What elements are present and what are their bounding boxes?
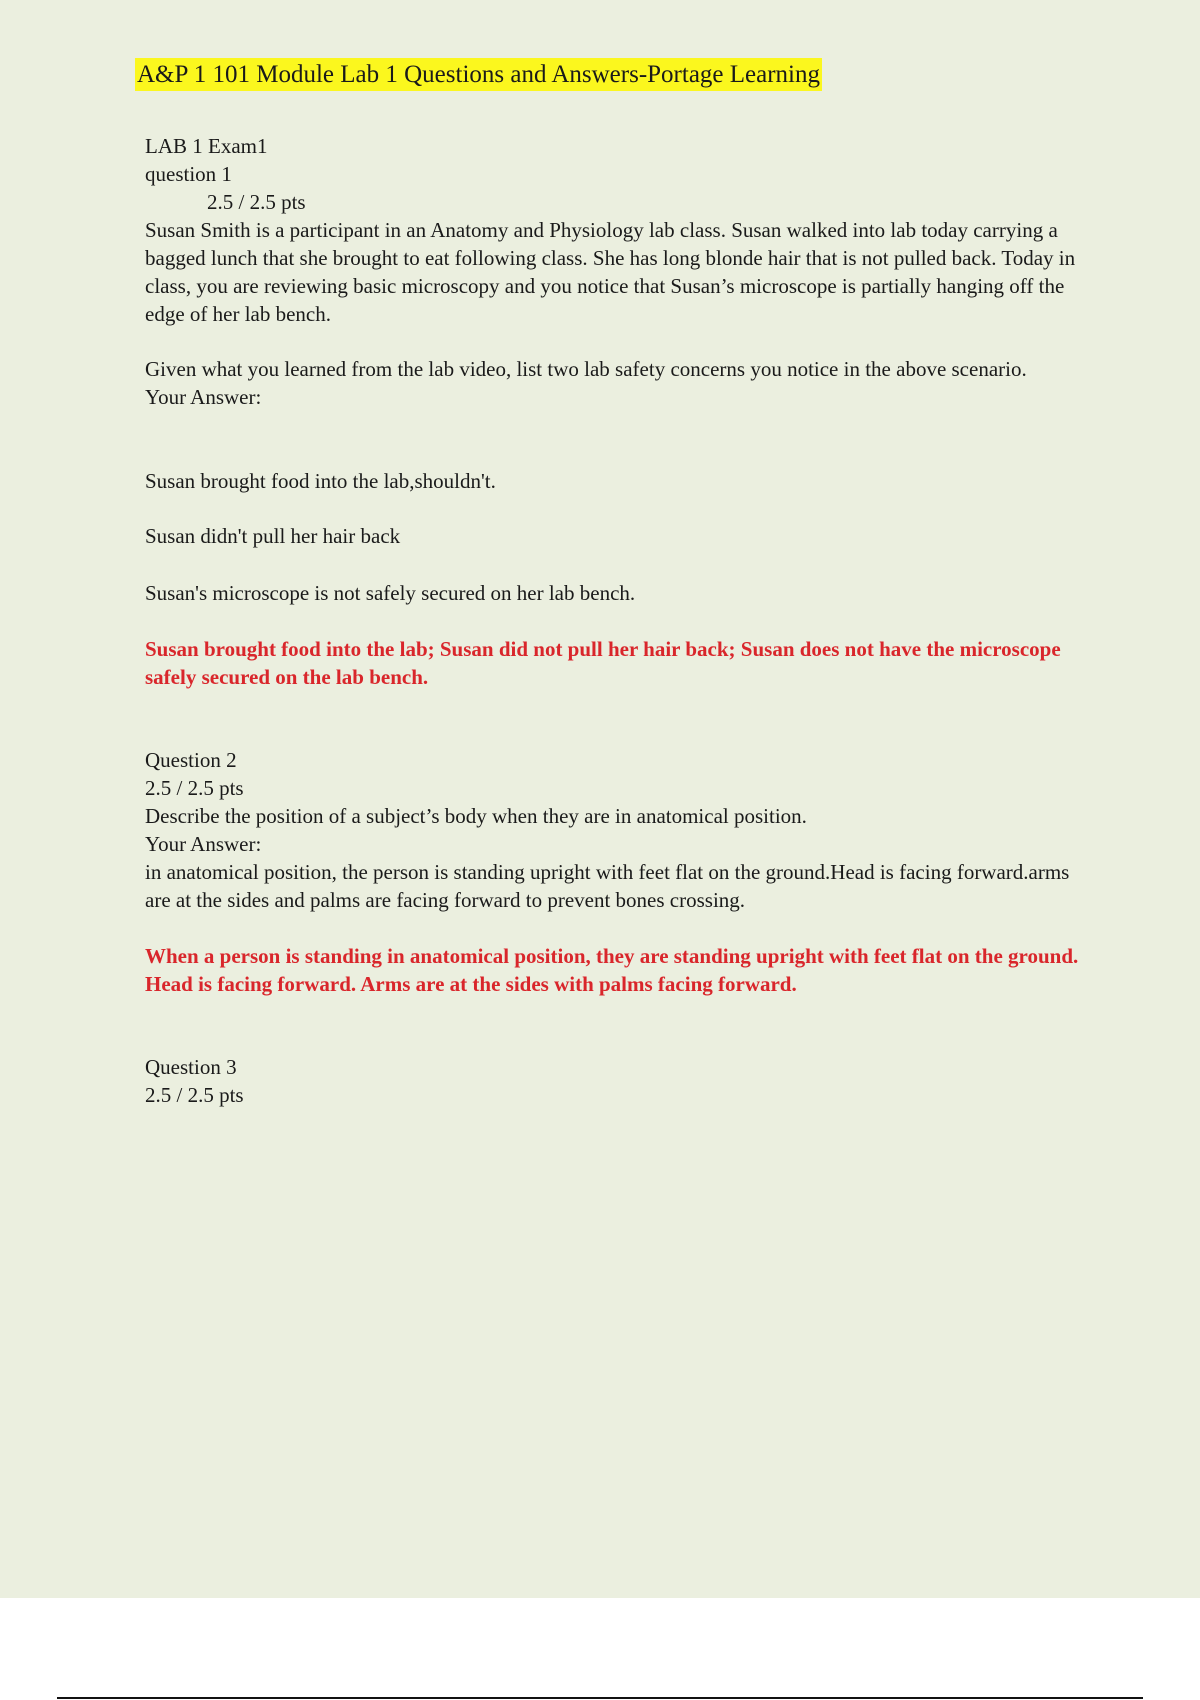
- question-1-your-answer-label: Your Answer:: [145, 385, 262, 409]
- footer-divider: [57, 1697, 1143, 1699]
- question-1-prompt-block: [145, 355, 1080, 411]
- question-1-student-answer-3: Susan's microscope is not safely secured on her lab bench.: [145, 581, 636, 605]
- question-1-student-answer-2: Susan didn't pull her hair back: [145, 524, 401, 548]
- question-1-heading: question 1: [145, 162, 232, 186]
- question-3-heading: Question 3: [145, 1055, 237, 1079]
- question-3-points: 2.5 / 2.5 pts: [145, 1083, 244, 1107]
- question-1-points: 2.5 / 2.5 pts: [207, 190, 306, 214]
- question-3-block: [145, 1053, 1080, 1109]
- question-1-header: [145, 132, 1080, 328]
- question-2-heading: Question 2: [145, 748, 237, 772]
- exam-label: LAB 1 Exam1: [145, 134, 268, 158]
- document-title: A&P 1 101 Module Lab 1 Questions and Answers-Portage Learning: [135, 58, 822, 91]
- question-2-block: [145, 746, 1080, 914]
- question-2-student-answer: in anatomical position, the person is standing upright with feet flat on the ground.Head is facing forward.arms are at the sides and palms are facing forward to prevent bones crossing.: [145, 860, 1070, 912]
- question-2-points: 2.5 / 2.5 pts: [145, 776, 244, 800]
- question-2-your-answer-label: Your Answer:: [145, 832, 262, 856]
- question-1-scenario: Susan Smith is a participant in an Anatomy and Physiology lab class. Susan walked into lab today carrying a bagged lunch that she brought to eat following class. She has long blonde hair that is not pulled back. Today in class, you are reviewing basic microscopy and you notice that Susan’s microscope is partially hanging off the edge of her lab bench.: [145, 218, 1076, 326]
- question-1-student-answer-1: Susan brought food into the lab,shouldn't.: [145, 469, 496, 493]
- question-2-correct-answer: When a person is standing in anatomical position, they are standing upright with feet flat on the ground. Head is facing forward. Arms are at the sides with palms facing forward.: [145, 944, 1079, 996]
- question-1-prompt: Given what you learned from the lab video, list two lab safety concerns you notice in the above scenario.: [145, 357, 1027, 381]
- question-2-prompt: Describe the position of a subject’s body when they are in anatomical position.: [145, 804, 807, 828]
- question-1-correct-answer: Susan brought food into the lab; Susan did not pull her hair back; Susan does not have the microscope safely secured on the lab bench.: [145, 637, 1061, 689]
